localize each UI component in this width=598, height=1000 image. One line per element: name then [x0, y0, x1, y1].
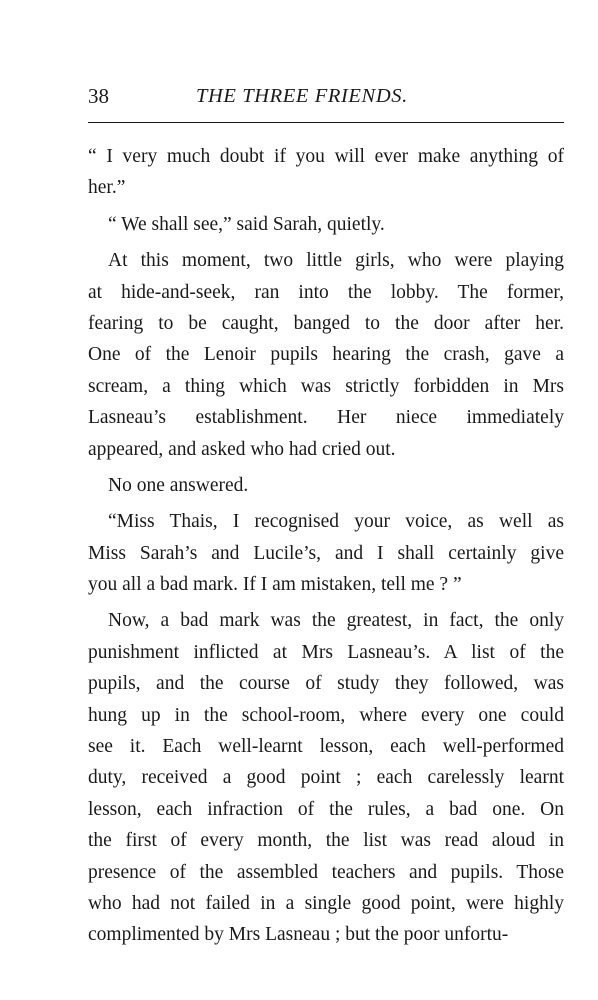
body-text	[88, 141, 564, 951]
text-line: No one answered.	[108, 474, 249, 496]
text-line: Lasneau’s establishment. Her niece immediately	[88, 407, 564, 429]
text-line: you all a bad mark. If I am mistaken, tell me ? ”	[88, 574, 462, 596]
text-line: see it. Each well-learnt lesson, each well-performed	[88, 736, 564, 758]
text-line: duty, received a good point ; each carelessly learnt	[88, 767, 564, 789]
paragraph	[88, 506, 564, 600]
text-line: lesson, each infraction of the rules, a bad one. On	[88, 798, 564, 820]
header-rule	[88, 122, 564, 123]
text-line: the first of every month, the list was read aloud in	[88, 830, 564, 852]
paragraph	[88, 141, 564, 204]
text-line: pupils, and the course of study they followed, was	[88, 673, 564, 695]
text-line: at hide-and-seek, ran into the lobby. The former,	[88, 281, 564, 303]
text-line: presence of the assembled teachers and pupils. Those	[88, 861, 564, 883]
text-line: “Miss Thais, I recognised your voice, as well as	[108, 511, 564, 533]
text-line: her.”	[88, 177, 126, 199]
text-line: Now, a bad mark was the greatest, in fact, the only	[108, 610, 564, 632]
text-line: scream, a thing which was strictly forbidden in Mrs	[88, 375, 564, 397]
page-number: 38	[88, 84, 109, 108]
text-line: At this moment, two little girls, who were playing	[108, 250, 564, 272]
text-line: fearing to be caught, banged to the door after her.	[88, 312, 564, 334]
text-line: appeared, and asked who had cried out.	[88, 438, 396, 460]
text-line: who had not failed in a single good point, were highly	[88, 892, 564, 914]
running-head	[88, 82, 564, 112]
running-title: THE THREE FRIENDS.	[196, 85, 408, 107]
text-line: complimented by Mrs Lasneau ; but the poor unfortu-	[88, 924, 509, 946]
text-line: One of the Lenoir pupils hearing the crash, gave a	[88, 344, 564, 366]
text-line: Miss Sarah’s and Lucile’s, and I shall certainly give	[88, 542, 564, 564]
text-line: hung up in the school-room, where every one could	[88, 704, 564, 726]
paragraph	[88, 470, 564, 501]
text-line: “ We shall see,” said Sarah, quietly.	[108, 213, 385, 235]
paragraph	[88, 245, 564, 465]
text-line: “ I very much doubt if you will ever make anything of	[88, 146, 564, 167]
paragraph	[88, 605, 564, 950]
paragraph	[88, 209, 564, 240]
text-line: punishment inflicted at Mrs Lasneau’s. A list of the	[88, 641, 564, 663]
